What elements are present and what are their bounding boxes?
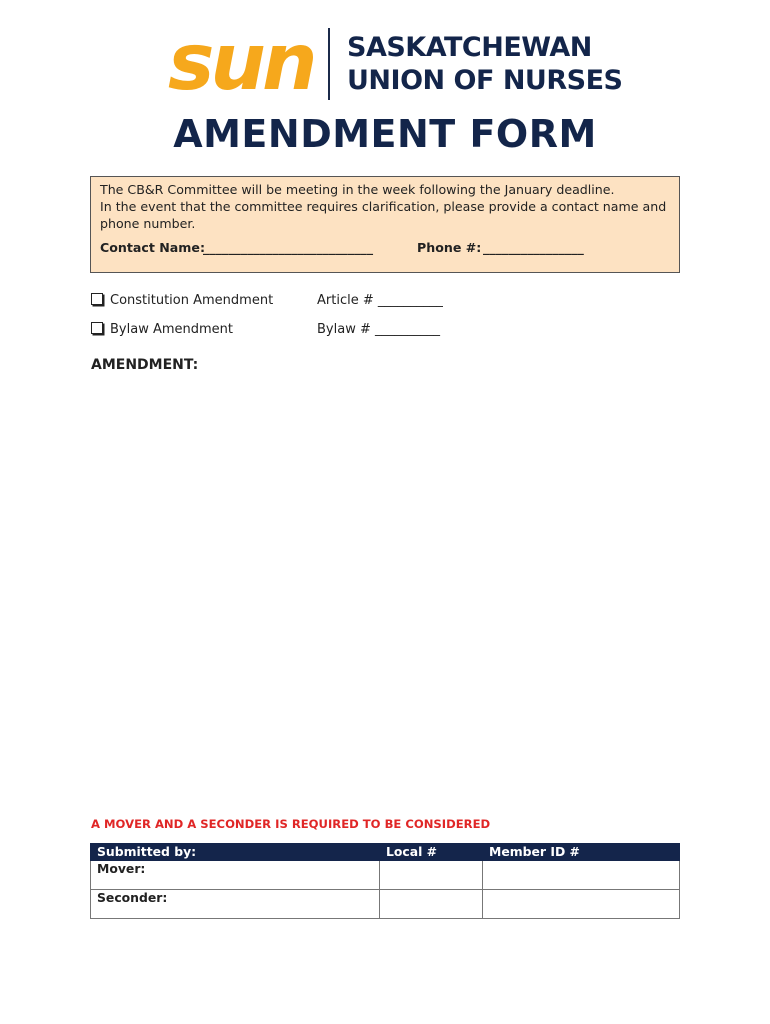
seconder-local-cell[interactable] <box>380 890 483 919</box>
phone-label: Phone #: <box>417 240 482 255</box>
bylaw-amendment-label: Bylaw Amendment <box>110 322 233 337</box>
contact-row <box>100 240 670 258</box>
info-box <box>90 176 680 273</box>
submitted-by-label: Submitted by: <box>97 844 197 859</box>
constitution-amendment-option[interactable] <box>91 293 273 311</box>
seconder-cell[interactable] <box>91 890 380 919</box>
logo-divider <box>328 28 330 100</box>
info-line-1: The CB&R Committee will be meeting in the week following the January deadline. <box>100 182 615 197</box>
checkbox-icon[interactable] <box>91 293 103 305</box>
constitution-amendment-label: Constitution Amendment <box>110 293 274 308</box>
table-row <box>91 890 680 919</box>
header-submitted-by <box>91 844 380 861</box>
seconder-label: Seconder: <box>97 890 168 905</box>
bylaw-amendment-option[interactable] <box>91 322 233 340</box>
article-number-field[interactable]: Article # __________ <box>317 293 443 308</box>
table-row <box>91 861 680 890</box>
mover-local-cell[interactable] <box>380 861 483 890</box>
mover-cell[interactable] <box>91 861 380 890</box>
signatures-table <box>90 843 680 919</box>
info-line-3: phone number. <box>100 216 196 231</box>
mover-label: Mover: <box>97 861 146 876</box>
table-header-row <box>91 844 680 861</box>
seconder-member-id-cell[interactable] <box>483 890 680 919</box>
info-line-2: In the event that the committee requires clarification, please provide a contact name and <box>100 199 667 214</box>
amendment-heading: AMENDMENT: <box>91 357 199 373</box>
form-title: AMENDMENT FORM <box>173 112 597 156</box>
contact-name-label: Contact Name: <box>100 240 205 255</box>
phone-field[interactable]: ________________ <box>483 240 584 255</box>
checkbox-icon[interactable] <box>91 322 103 334</box>
header-local: Local # <box>380 844 483 861</box>
contact-name-field[interactable]: ___________________________ <box>203 240 374 255</box>
org-name-line2: UNION OF NURSES <box>347 65 623 96</box>
bylaw-number-field[interactable]: Bylaw # __________ <box>317 322 440 337</box>
mover-member-id-cell[interactable] <box>483 861 680 890</box>
requirement-note: A MOVER AND A SECONDER IS REQUIRED TO BE CONSIDERED <box>91 817 491 831</box>
header-member-id: Member ID # <box>483 844 680 861</box>
sun-logo: sun <box>168 18 314 108</box>
org-name-line1: SASKATCHEWAN <box>347 32 592 63</box>
